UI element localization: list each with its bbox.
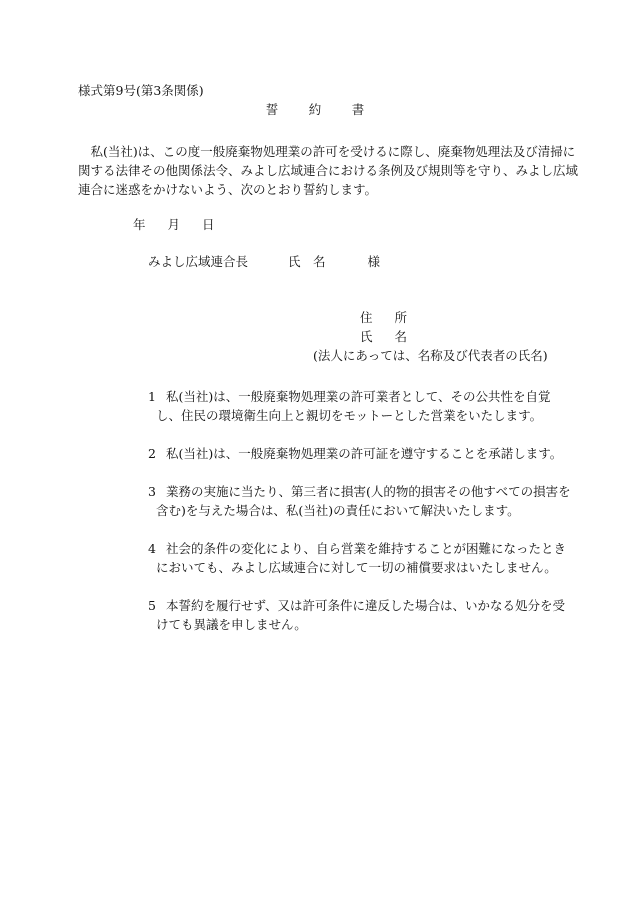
clause-number: 3 xyxy=(148,484,156,499)
clause-number: 2 xyxy=(148,446,156,461)
clause-text: 私(当社)は、一般廃棄物処理業の許可証を遵守することを承諾します。 xyxy=(166,446,563,461)
applicant-name-label xyxy=(360,331,407,344)
clause-text-cont: し、住民の環境衛生向上と親切をモットーとした営業をいたします。 xyxy=(156,408,543,423)
clause-number: 5 xyxy=(148,598,156,613)
intro-line: 関する法律その他関係法令、みよし広域連合における条例及び規則等を守り、みよし広域 xyxy=(78,163,579,178)
applicant-address-label xyxy=(360,312,407,325)
clause-item xyxy=(148,387,552,425)
addressee-line xyxy=(148,256,380,269)
addressee-name-label: 氏 名 xyxy=(288,254,326,269)
clause-text-cont: 含む)を与えた場合は、私(当社)の責任において解決いたします。 xyxy=(156,503,520,518)
addressee-honorific: 様 xyxy=(367,254,381,269)
clause-number: 4 xyxy=(148,541,156,556)
clause-text: 業務の実施に当たり、第三者に損害(人的物的損害その他すべての損害を xyxy=(166,484,571,499)
clause-item xyxy=(148,596,566,634)
address-label-char: 住 xyxy=(360,310,373,325)
date-month-label: 月 xyxy=(167,217,181,232)
clause-number: 1 xyxy=(148,389,156,404)
clause-item xyxy=(148,444,563,463)
addressee-recipient: みよし広域連合長 xyxy=(148,254,249,269)
clause-text-cont: けても異議を申しません。 xyxy=(156,617,307,632)
clause-list xyxy=(148,387,571,653)
applicant-note: (法人にあっては、名称及び代表者の氏名) xyxy=(313,348,548,363)
form-number: 様式第9号(第3条関係) xyxy=(78,83,204,98)
intro-line: 連合に迷惑をかけないよう、次のとおり誓約します。 xyxy=(78,182,378,197)
intro-line: 私(当社)は、この度一般廃棄物処理業の許可を受けるに際し、廃棄物処理法及び清掃に xyxy=(78,144,576,159)
clause-text-cont: においても、みよし広域連合に対して一切の補償要求はいたしません。 xyxy=(156,560,557,575)
name-label-char: 名 xyxy=(394,329,408,344)
clause-text: 社会的条件の変化により、自ら営業を維持することが困難になったとき xyxy=(166,541,567,556)
clause-text: 私(当社)は、一般廃棄物処理業の許可業者として、その公共性を自覚 xyxy=(166,389,551,404)
address-label-char: 所 xyxy=(394,310,408,325)
document-title: 誓 約 書 xyxy=(265,102,374,117)
clause-text: 本誓約を履行せず、又は許可条件に違反した場合は、いかなる処分を受 xyxy=(166,598,566,613)
clause-item xyxy=(148,482,571,520)
date-year-label: 年 xyxy=(133,217,146,232)
date-line xyxy=(133,219,215,232)
date-day-label: 日 xyxy=(202,217,215,232)
clause-item xyxy=(148,539,567,577)
name-label-char: 氏 xyxy=(360,329,373,344)
intro-paragraph xyxy=(78,142,579,199)
